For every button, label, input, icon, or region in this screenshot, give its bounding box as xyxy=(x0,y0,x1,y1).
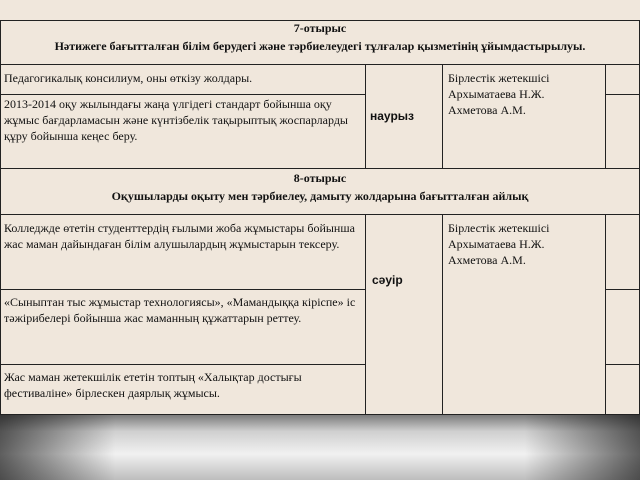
sec8-col-sep-3 xyxy=(605,214,606,415)
sec8-col-sep-1 xyxy=(365,214,366,415)
sec8-right-row-sep-2 xyxy=(605,364,640,365)
section-7-title: Нәтижеге бағытталған білім берудегі және тәрбиелеудегі тұлғалар қызметінің ұйымдастырылуы. xyxy=(54,39,586,53)
sec7-row-1-text: Педагогикалық консилиум, оны өткізу жолдары. xyxy=(4,71,253,85)
section-7-number: 7-отырыс xyxy=(293,21,347,35)
sec7-col-sep-1 xyxy=(365,64,366,168)
sec7-col-sep-3 xyxy=(605,64,606,168)
bottom-shadow-band xyxy=(0,415,640,480)
sec8-row-1-text: Колледжде өтетін студенттердің ғылыми жоба жұмыстары бойынша жас маман дайындаған білім алушылардың жұмыстарын тексеру. xyxy=(4,221,355,251)
sec8-row-sep-1 xyxy=(0,289,365,290)
sec8-right-row-sep-1 xyxy=(605,289,640,290)
sec7-month: наурыз xyxy=(370,109,414,123)
sec7-responsible: Бірлестік жетекшісі Архыматаева Н.Ж. Ахметова А.М. xyxy=(448,71,550,117)
sec8-row-2-text: «Сыныптан тыс жұмыстар технологиясы», «Мамандыққа кіріспе» іс тәжірибелері бойынша жас маманның құжаттарын реттеу. xyxy=(4,295,356,325)
sec8-row-3-text: Жас маман жетекшілік ететін топтың «Халықтар достығы фестиваліне» бірлескен даярлық жұмысы. xyxy=(4,370,302,400)
sec7-right-row-sep xyxy=(605,94,640,95)
sec8-col-sep-2 xyxy=(442,214,443,415)
table-border-left xyxy=(0,20,1,415)
sec8-responsible: Бірлестік жетекшісі Архыматаева Н.Ж. Ахметова А.М. xyxy=(448,221,550,267)
section-8-top-separator xyxy=(0,168,640,169)
section-8-number: 8-отырыс xyxy=(293,171,347,185)
sec7-row-2-text: 2013-2014 оқу жылындағы жаңа үлгідегі стандарт бойынша оқу жұмыс бағдарламасын және күнтізбелік тақырыптық жоспарларды құру бойынша кеңес беру. xyxy=(4,97,348,143)
sec7-col-sep-2 xyxy=(442,64,443,168)
section-7-header-separator xyxy=(0,64,640,65)
section-8-header-separator xyxy=(0,214,640,215)
sec8-month: сәуір xyxy=(372,273,403,287)
section-8-title: Оқушыларды оқыту мен тәрбиелеу, дамыту жолдарына бағытталған айлық xyxy=(111,189,529,203)
sec8-row-sep-2 xyxy=(0,364,365,365)
sec7-row-sep xyxy=(0,94,365,95)
